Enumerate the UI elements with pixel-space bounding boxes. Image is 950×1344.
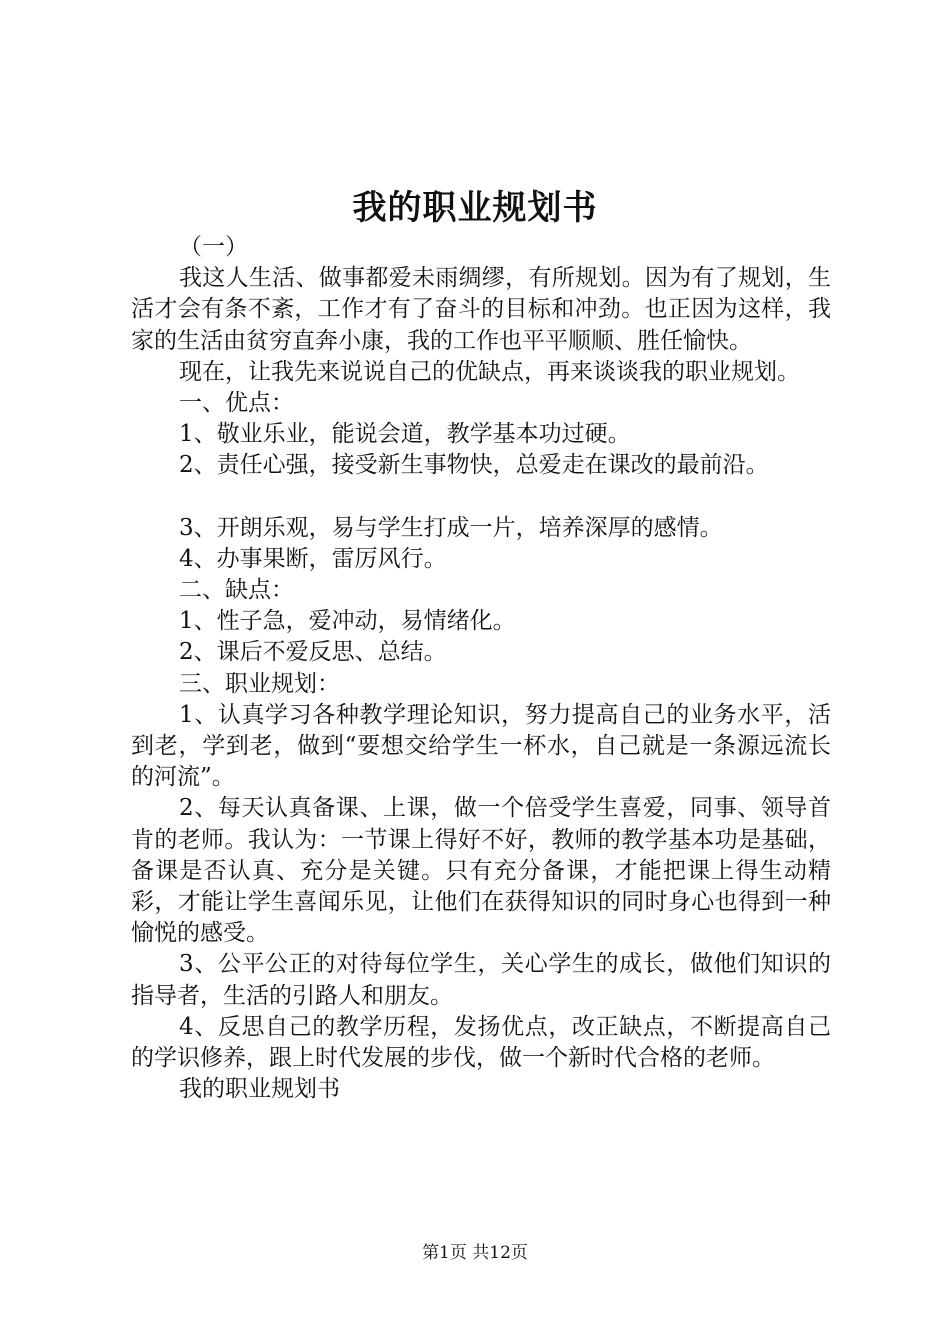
heading-strengths: 一、优点： [179,390,294,417]
strength-item: 1、敬业乐业，能说会道，教学基本功过硬。 [179,421,631,448]
document-title: 我的职业规划书 [352,188,598,228]
strength-item: 2、责任心强，接受新生事物快，总爱走在课改的最前沿。 [179,452,769,479]
document-body [131,232,831,1105]
strength-item: 3、开朗乐观，易与学生打成一片，培养深厚的感情。 [179,514,723,541]
paragraph-intro: 我这人生活、做事都爱未雨绸缪，有所规划。因为有了规划，生活才会有条不紊，工作才有了奋斗的目标和冲劲。也正因为这样，我家的生活由贫穷直奔小康，我的工作也平平顺顺、胜任愉快。 [131,265,831,354]
page-number-footer: 第1页 共12页 [422,1243,528,1263]
paragraph-transition: 现在，让我先来说说自己的优缺点，再来谈谈我的职业规划。 [179,358,800,385]
strength-item: 4、办事果断，雷厉风行。 [179,545,447,572]
plan-item: 4、反思自己的教学历程，发扬优点，改正缺点，不断提高自己的学识修养，跟上时代发展的步伐，做一个新时代合格的老师。 [131,1013,831,1072]
plan-item: 1、认真学习各种教学理论知识，努力提高自己的业务水平，活到老，学到老，做到“要想交给学生一杯水，自己就是一条源远流长的河流”。 [131,701,831,791]
plan-item: 3、公平公正的对待每位学生，关心学生的成长，做他们知识的指导者，生活的引路人和朋友。 [131,951,831,1009]
heading-weaknesses: 二、缺点： [179,577,294,604]
weakness-item: 2、课后不爱反思、总结。 [179,639,447,666]
next-section-title: 我的职业规划书 [179,1076,340,1103]
heading-career-plan: 三、职业规划： [179,670,340,697]
weakness-item: 1、性子急，爱冲动，易情绪化。 [179,608,516,635]
paragraph-section-number: （一） [179,234,248,260]
plan-item: 2、每天认真备课、上课，做一个倍受学生喜爱，同事、领导首肯的老师。我认为：一节课上得好不好，教师的教学基本功是基础，备课是否认真、充分是关键。只有充分备课，才能把课上得生动精彩，才能让学生喜闻乐见，让他们在获得知识的同时身心也得到一种愉悦的感受。 [131,795,831,947]
